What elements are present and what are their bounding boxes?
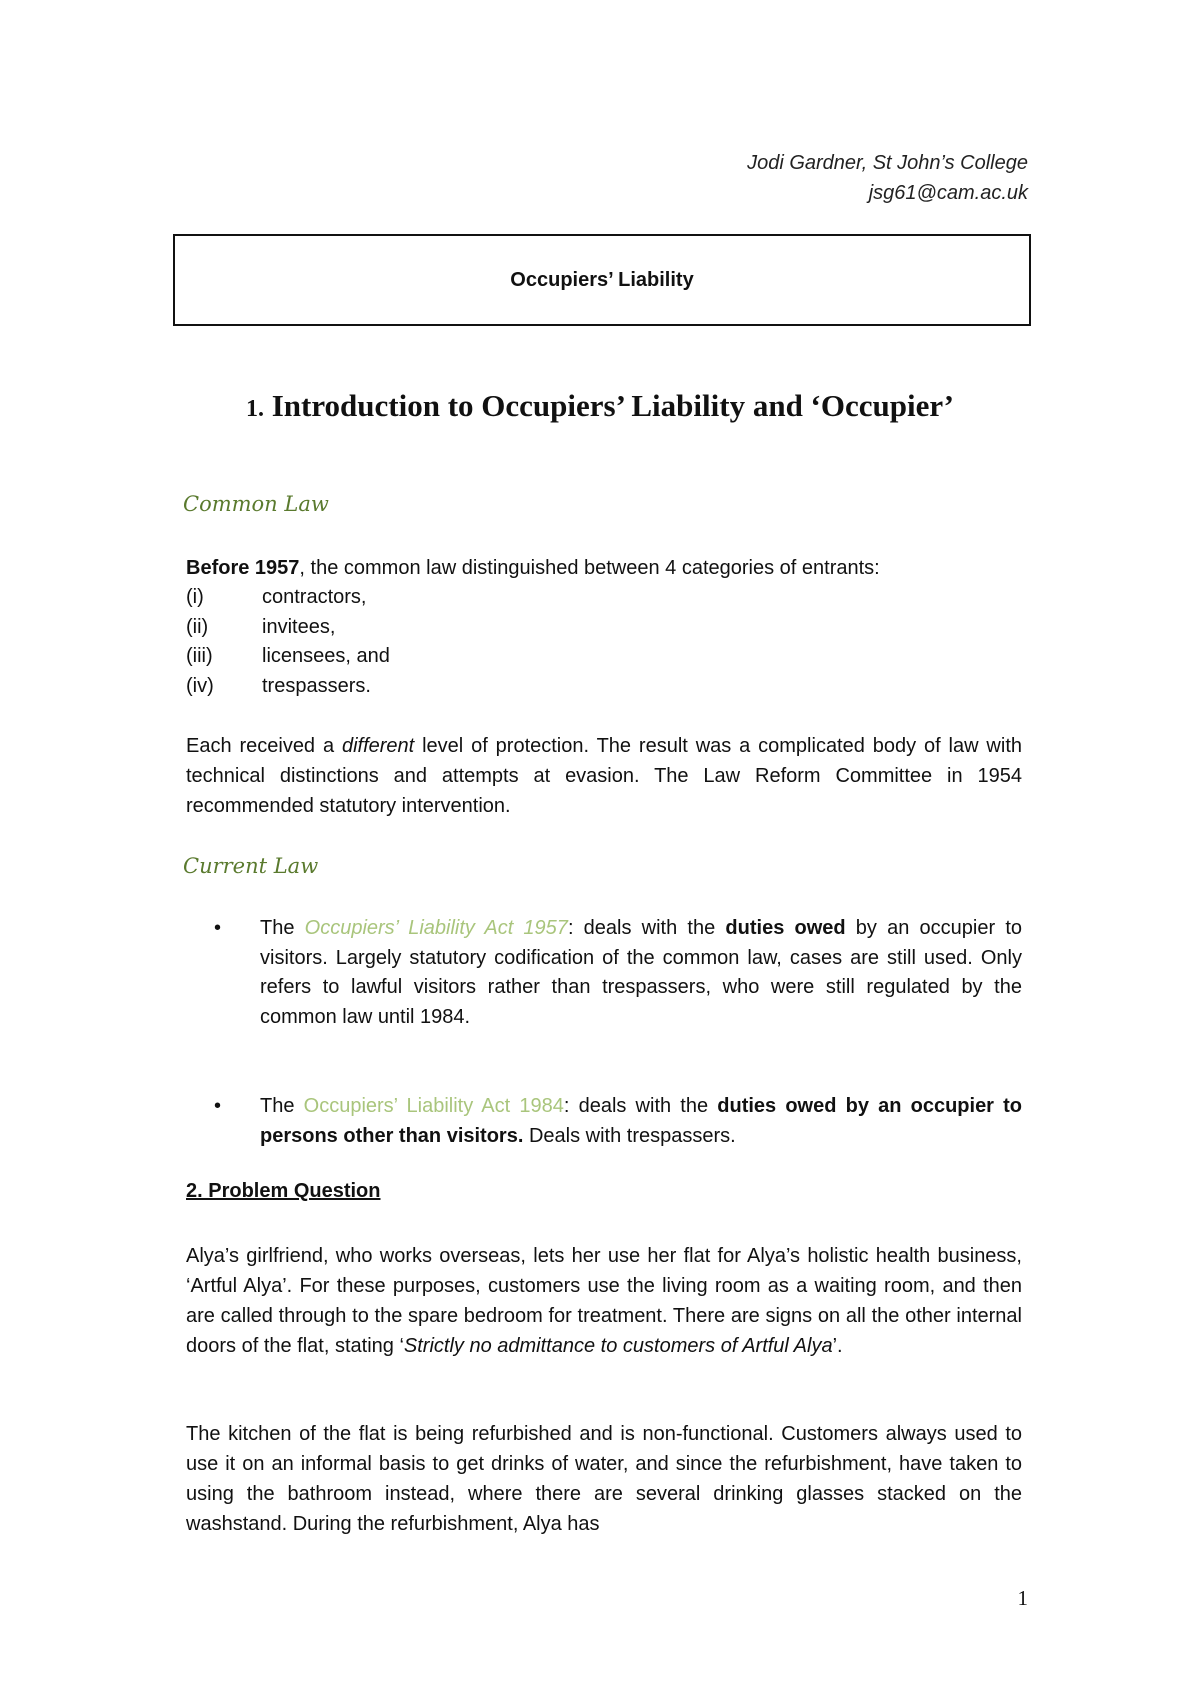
- page-number: 1: [1017, 1586, 1028, 1610]
- paragraph-text: Alya’s girlfriend, who works overseas, lets her use her flat for Alya’s holistic health business, ‘Artful Alya’. For these purposes, customers use the living room as a waiting room, and then are called through to the spare bedroom for treatment. There are signs on all the other internal doors of the flat, stating ‘: [186, 1245, 1022, 1357]
- list-item-number: (iv): [186, 674, 214, 697]
- bullet-text: The: [260, 917, 305, 939]
- bullet-act-1957: [214, 914, 1023, 1032]
- list-item-label: contractors,: [262, 586, 367, 608]
- paragraph-text: Each received a: [186, 735, 342, 757]
- document-title-box: [173, 234, 1031, 326]
- bullet-act-1984: [214, 1092, 1023, 1151]
- author-block: [747, 148, 1028, 208]
- problem-paragraph-2: The kitchen of the flat is being refurbished and is non-functional. Customers always used to use it on an informal basis to get drinks of water, and since the refurbishment, have taken to using the bathroom instead, where there are several drinking glasses stacked on the washstand. During the refurbishment, Alya has: [186, 1423, 1022, 1535]
- bullet-text: : deals with the: [567, 917, 726, 939]
- bullet-text: The: [260, 1095, 304, 1117]
- problem-paragraph-1: [186, 1241, 1022, 1361]
- current-law-heading: Current Law: [183, 854, 319, 878]
- list-item-number: (ii): [186, 615, 209, 638]
- bullet-body: [260, 914, 1022, 1032]
- sign-quote: Strictly no admittance to customers of Artful Alya: [403, 1335, 833, 1357]
- bullet-text: Deals with trespassers.: [523, 1124, 736, 1147]
- paragraph-text: ’.: [832, 1335, 843, 1357]
- bullet-body: [260, 1092, 1022, 1151]
- common-law-heading: Common Law: [183, 492, 329, 516]
- list-item-label: invitees,: [262, 615, 336, 638]
- list-item-label: licensees, and: [262, 645, 390, 667]
- bullet-bold: duties owed: [725, 917, 846, 939]
- act-1957-link: Occupiers’ Liability Act 1957: [304, 917, 568, 939]
- common-law-paragraph: [186, 731, 1022, 821]
- act-1984-link: Occupiers’ Liability Act 1984: [303, 1095, 564, 1117]
- bullet-text: by an occupier to visitors. Largely statutory codification of the common law, cases are still used. Only refers to lawful visitors rather than trespassers, who were still regulated by the common law until 1984.: [260, 917, 1023, 1028]
- list-item: [186, 672, 390, 702]
- paragraph-text: level of protection. The result was a complicated body of law with technical distinctions and attempts at evasion. The Law Reform Committee in 1954 recommended statutory intervention.: [186, 735, 1023, 817]
- intro-rest: , the common law distinguished between 4 categories of entrants:: [299, 557, 880, 579]
- bullet-icon: •: [214, 917, 222, 939]
- section-1-number: 1.: [245, 396, 264, 422]
- author-email: jsg61@cam.ac.uk: [868, 182, 1028, 204]
- section-1-title: Introduction to Occupiers’ Liability and ‘Occupier’: [271, 388, 955, 423]
- author-name: Jodi Gardner, St John’s College: [747, 152, 1028, 174]
- section-2-heading: 2. Problem Question: [186, 1180, 381, 1202]
- entrant-list: [186, 583, 390, 701]
- list-item: [186, 583, 390, 613]
- intro-bold: Before 1957: [186, 557, 300, 579]
- bullet-icon: •: [214, 1095, 222, 1117]
- list-item: [186, 642, 390, 672]
- list-item-number: (iii): [186, 645, 213, 667]
- emphasis-different: different: [341, 735, 415, 757]
- bullet-text: : deals with the: [563, 1095, 718, 1117]
- list-item: [186, 613, 390, 643]
- common-law-intro: [186, 553, 1022, 583]
- list-item-label: trespassers.: [262, 674, 371, 697]
- bullet-bold: duties owed by an occupier to persons other than visitors.: [260, 1095, 1023, 1147]
- document-title: Occupiers’ Liability: [510, 268, 694, 291]
- list-item-number: (i): [186, 586, 204, 608]
- section-1-heading: [0, 388, 1200, 424]
